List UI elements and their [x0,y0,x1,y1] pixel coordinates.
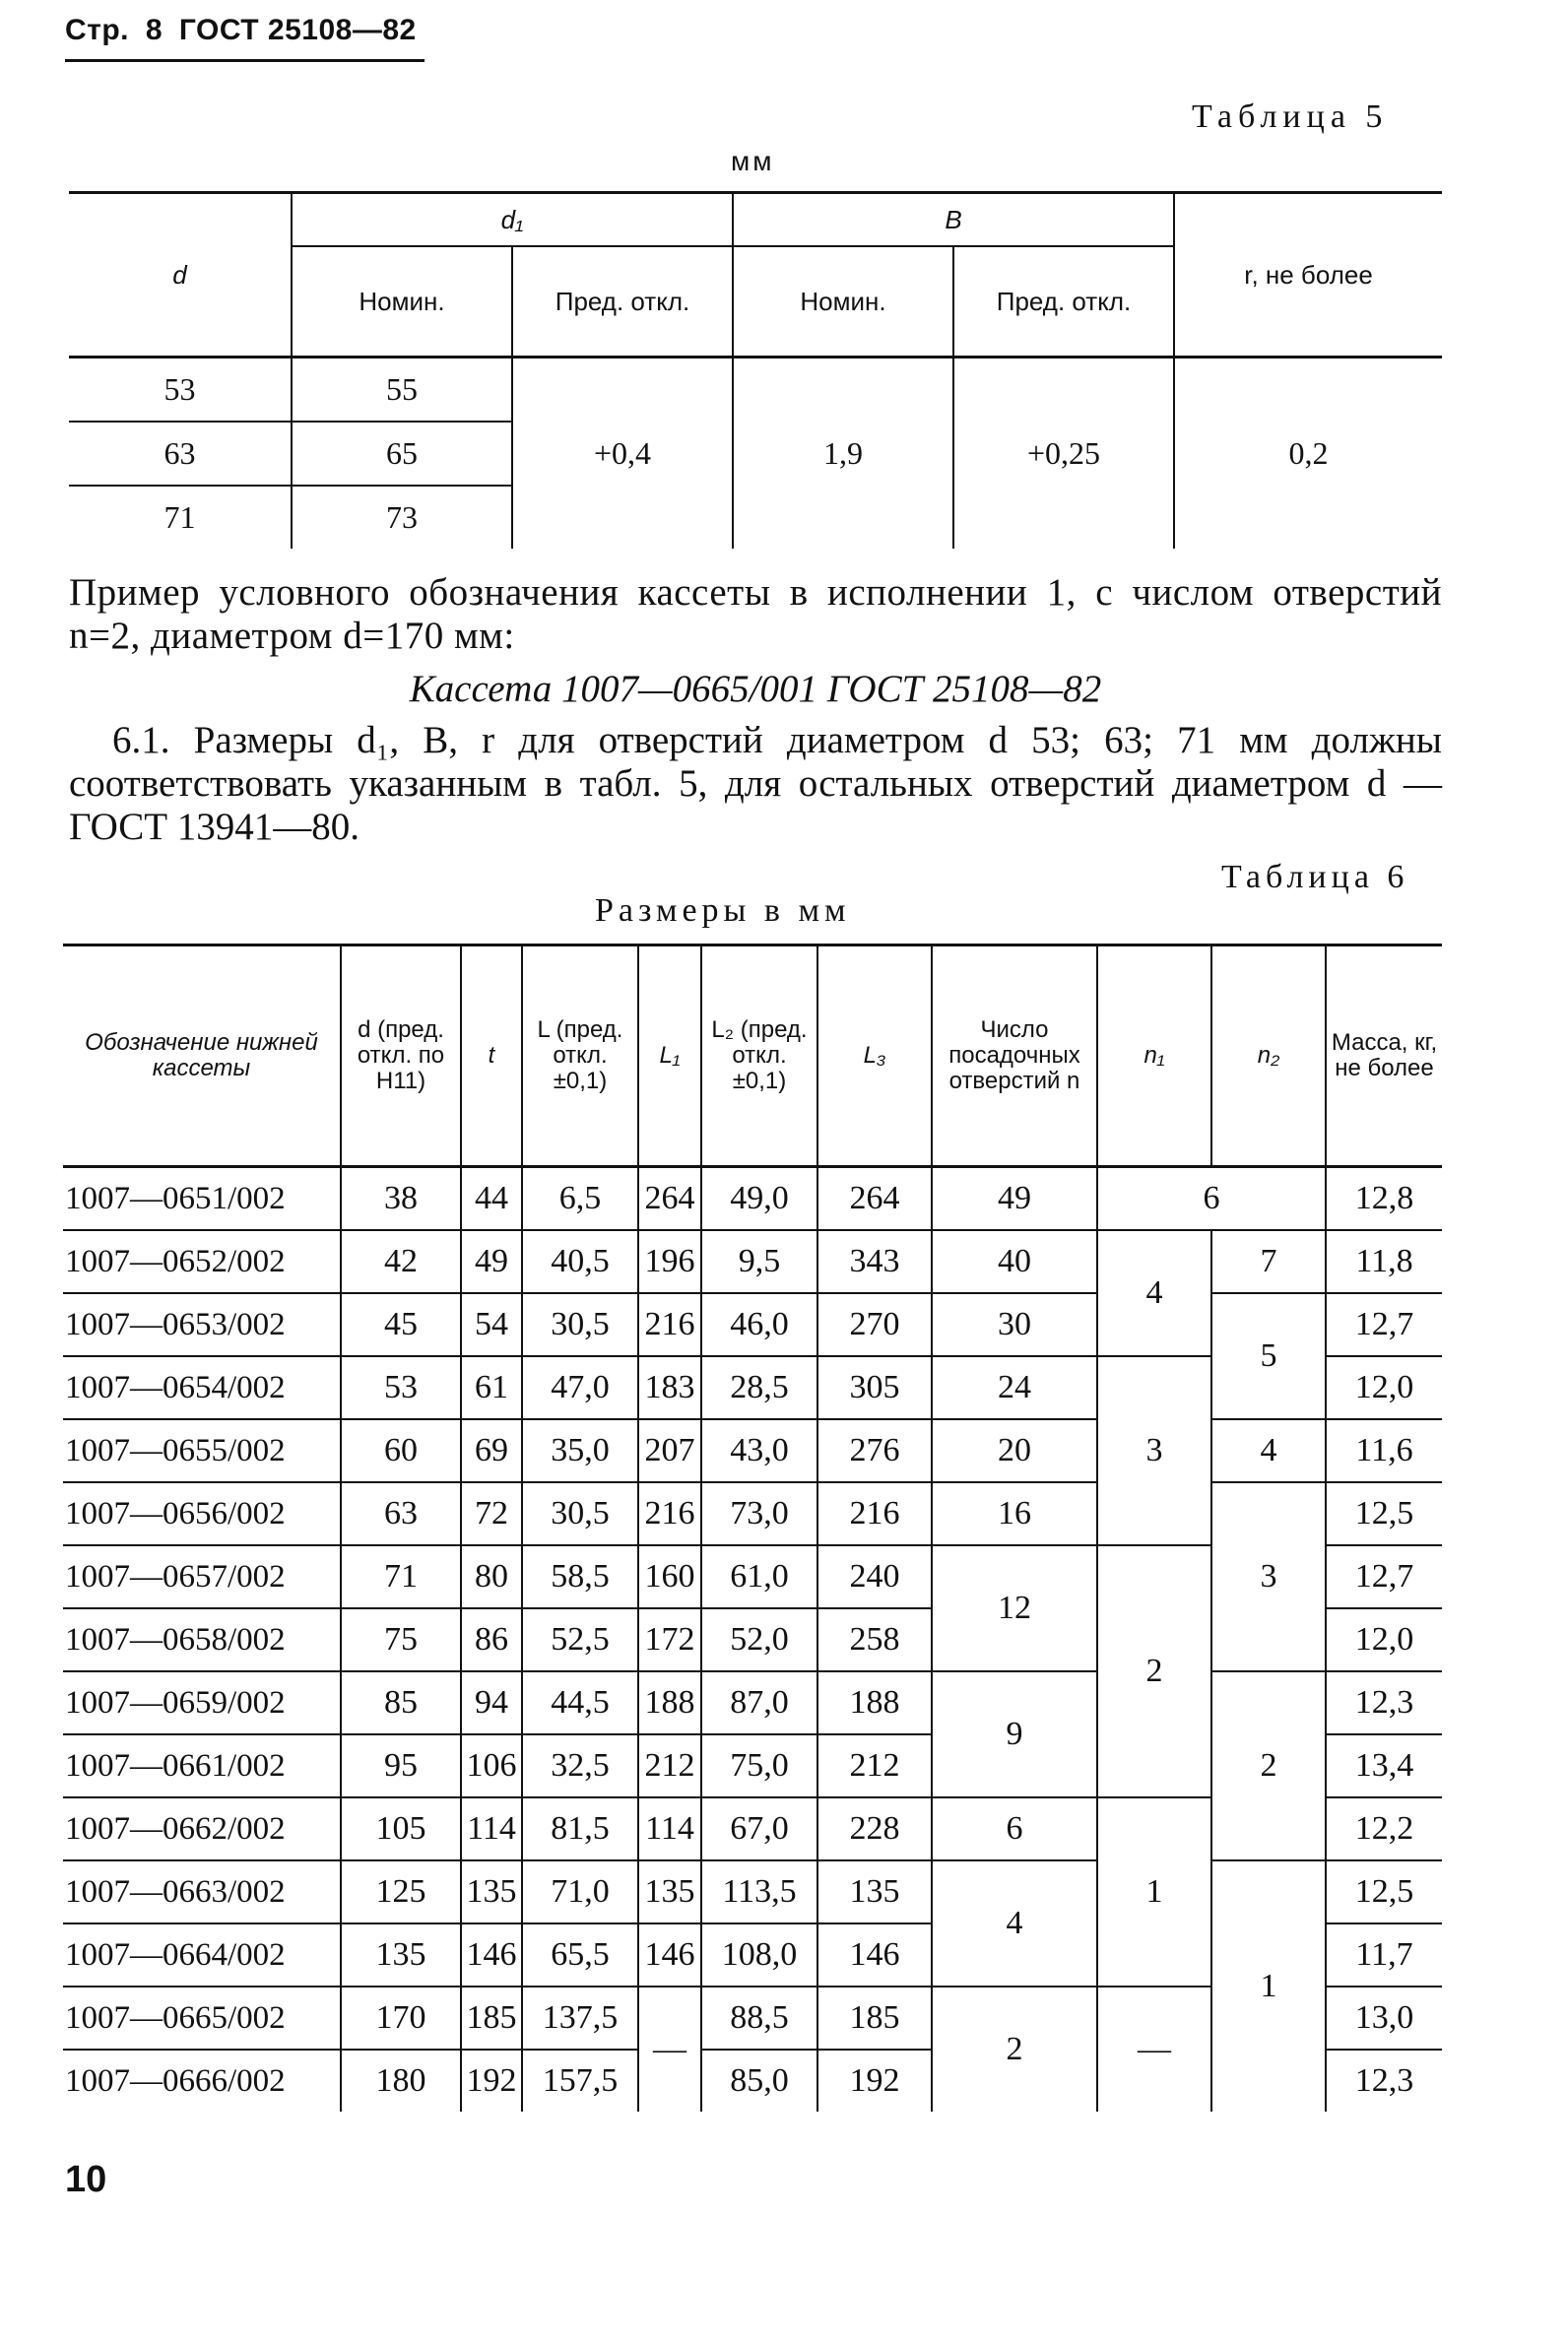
example-designation: Кассета 1007—0665/001 ГОСТ 25108—82 [409,668,1102,710]
cell-L3: 212 [817,1734,932,1797]
cell-d: 38 [341,1167,461,1231]
cell-L2: 43,0 [701,1419,817,1482]
header-b: B [733,193,1174,247]
table-row [63,1230,1442,1293]
cell-L2: 52,0 [701,1608,817,1671]
header-L: L (пред. откл. ±0,1) [522,945,638,1167]
cell-L: 81,5 [522,1797,638,1860]
cell-L: 65,5 [522,1923,638,1987]
cell-d: 75 [341,1608,461,1671]
cell-L3: 188 [817,1671,932,1734]
cell-n: 6 [932,1797,1097,1860]
cell-L3: 240 [817,1545,932,1608]
cell-L3: 192 [817,2050,932,2112]
table-row [63,1482,1442,1545]
cell-L2: 46,0 [701,1293,817,1356]
cell-mass: 12,0 [1326,1356,1442,1419]
cell-L3: 305 [817,1356,932,1419]
table-row [63,1419,1442,1482]
cell-L: 30,5 [522,1482,638,1545]
cell-L: 137,5 [522,1987,638,2050]
cell-d: 125 [341,1860,461,1923]
cell-L1: 183 [638,1356,701,1419]
cell-L3: 228 [817,1797,932,1860]
cell-r: 0,2 [1174,358,1442,550]
cell-L: 6,5 [522,1167,638,1231]
cell-d: 85 [341,1671,461,1734]
cell-name: 1007—0654/002 [63,1356,341,1419]
cell-L1: 216 [638,1482,701,1545]
cell-L2: 28,5 [701,1356,817,1419]
cell-d: 71 [341,1545,461,1608]
cell-t: 54 [461,1293,522,1356]
cell-n2: 1 [1211,1860,1326,2112]
cell-d: 105 [341,1797,461,1860]
cell-L2: 87,0 [701,1671,817,1734]
cell-name: 1007—0659/002 [63,1671,341,1734]
cell-mass: 13,0 [1326,1987,1442,2050]
cell-name: 1007—0663/002 [63,1860,341,1923]
cell-name: 1007—0665/002 [63,1987,341,2050]
cell-mass: 12,0 [1326,1608,1442,1671]
cell-n2: 3 [1211,1482,1326,1671]
cell-n: 2 [932,1987,1097,2112]
table-5 [69,191,1442,549]
page-header [65,14,425,62]
cell-n: 4 [932,1860,1097,1987]
table-row [69,358,1442,423]
table-row [63,1293,1442,1356]
cell-t: 185 [461,1987,522,2050]
cell-mass: 11,8 [1326,1230,1442,1293]
cell-L: 157,5 [522,2050,638,2112]
header-standard: ГОСТ 25108—82 [178,14,417,46]
cell-n2: 5 [1211,1293,1326,1419]
cell-b-dev: +0,25 [953,358,1174,550]
cell-name: 1007—0652/002 [63,1230,341,1293]
header-b-nom: Номин. [733,246,953,358]
cell-t: 49 [461,1230,522,1293]
header-n2: n₂ [1211,945,1326,1167]
cell-n1: — [1097,1987,1211,2112]
cell-n1: 3 [1097,1356,1211,1545]
header-mass: Масса, кг, не более [1326,945,1442,1167]
cell-d: 71 [163,499,196,535]
cell-d: 180 [341,2050,461,2112]
header-L3: L₃ [817,945,932,1167]
cell-d: 95 [341,1734,461,1797]
header-d1-dev: Пред. откл. [512,246,733,358]
header-n1: n₁ [1097,945,1211,1167]
cell-n1: 2 [1097,1545,1211,1797]
cell-t: 72 [461,1482,522,1545]
cell-n: 30 [932,1293,1097,1356]
cell-name: 1007—0651/002 [63,1167,341,1231]
cell-t: 61 [461,1356,522,1419]
cell-d: 53 [341,1356,461,1419]
example-designation-wrap [69,668,1442,711]
cell-d1-dev: +0,4 [512,358,733,550]
cell-L1: 188 [638,1671,701,1734]
cell-L: 47,0 [522,1356,638,1419]
page-number: 10 [65,2159,107,2200]
cell-n2: 4 [1211,1419,1326,1482]
cell-d1-nom: 55 [292,358,512,423]
cell-name: 1007—0655/002 [63,1419,341,1482]
cell-mass: 12,7 [1326,1545,1442,1608]
table-row [63,1167,1442,1231]
cell-L1: 212 [638,1734,701,1797]
cell-L1: 172 [638,1608,701,1671]
cell-n1: 1 [1097,1797,1211,1987]
cell-d: 135 [341,1923,461,1987]
clause-6-1: 6.1. Размеры d₁, B, r для отверстий диаметром d 53; 63; 71 мм должны соответствовать указанным в табл. 5, для остальных отверстий диаметром d — ГОСТ 13941—80. [69,719,1442,848]
cell-t: 94 [461,1671,522,1734]
cell-t: 86 [461,1608,522,1671]
example-text: Пример условного обозначения кассеты в исполнении 1, с числом отверстий n=2, диаметром d=170 мм: [69,571,1442,657]
cell-d1-nom: 73 [292,486,512,549]
cell-L: 44,5 [522,1671,638,1734]
cell-L2: 85,0 [701,2050,817,2112]
cell-name: 1007—0653/002 [63,1293,341,1356]
cell-b-nom: 1,9 [733,358,953,550]
cell-mass: 12,3 [1326,2050,1442,2112]
cell-L3: 216 [817,1482,932,1545]
cell-L2: 67,0 [701,1797,817,1860]
table-row [63,1860,1442,1923]
table5-caption: Таблица 5 [1192,98,1389,135]
cell-L1: 146 [638,1923,701,1987]
cell-t: 44 [461,1167,522,1231]
cell-L3: 343 [817,1230,932,1293]
cell-L2: 73,0 [701,1482,817,1545]
cell-L1: 207 [638,1419,701,1482]
cell-L: 30,5 [522,1293,638,1356]
cell-mass: 12,7 [1326,1293,1442,1356]
cell-n2: 2 [1211,1671,1326,1860]
cell-L3: 270 [817,1293,932,1356]
cell-name: 1007—0666/002 [65,2062,286,2099]
table5-unit: мм [731,146,775,176]
cell-d: 45 [341,1293,461,1356]
cell-d1-nom: 65 [292,422,512,486]
cell-n: 16 [932,1482,1097,1545]
cell-mass: 12,3 [1326,1671,1442,1734]
cell-d: 63 [69,422,292,486]
cell-n: 9 [932,1671,1097,1797]
cell-L: 52,5 [522,1608,638,1671]
cell-L2: 61,0 [701,1545,817,1608]
table-6-body [63,1167,1442,2113]
header-n: Число посадочных отверстий n [932,945,1097,1167]
cell-mass: 11,6 [1326,1419,1442,1482]
cell-L3: 264 [817,1167,932,1231]
cell-n2: 7 [1211,1230,1326,1293]
cell-L: 40,5 [522,1230,638,1293]
header-page: 8 [145,14,163,46]
cell-d: 60 [341,1419,461,1482]
cell-mass: 11,7 [1326,1923,1442,1987]
cell-L2: 9,5 [701,1230,817,1293]
cell-L: 32,5 [522,1734,638,1797]
cell-n: 20 [932,1419,1097,1482]
cell-L1: 135 [638,1860,701,1923]
header-L1: L₁ [638,945,701,1167]
cell-L1: 196 [638,1230,701,1293]
cell-name: 1007—0662/002 [63,1797,341,1860]
cell-L2: 88,5 [701,1987,817,2050]
cell-L2: 113,5 [701,1860,817,1923]
cell-L2: 49,0 [701,1167,817,1231]
cell-name: 1007—0657/002 [63,1545,341,1608]
cell-L3: 135 [817,1860,932,1923]
cell-t: 80 [461,1545,522,1608]
cell-name: 1007—0656/002 [63,1482,341,1545]
cell-L1: 264 [638,1167,701,1231]
cell-t: 192 [461,2050,522,2112]
cell-n: 12 [932,1545,1097,1671]
table-6 [63,944,1442,2112]
header-prefix: Стр. [65,14,130,46]
cell-L1: 216 [638,1293,701,1356]
cell-L1: 114 [638,1797,701,1860]
cell-L: 58,5 [522,1545,638,1608]
cell-t: 106 [461,1734,522,1797]
cell-n1: 4 [1097,1230,1211,1356]
cell-n: 49 [932,1167,1097,1231]
cell-L: 35,0 [522,1419,638,1482]
cell-d: 42 [341,1230,461,1293]
cell-mass: 12,5 [1326,1860,1442,1923]
cell-t: 114 [461,1797,522,1860]
cell-n: 24 [932,1356,1097,1419]
header-d: d (пред. откл. по H11) [341,945,461,1167]
header-b-dev: Пред. откл. [953,246,1174,358]
header-name: Обозначение нижней кассеты [63,945,341,1167]
table6-unit: Размеры в мм [595,892,851,929]
cell-L2: 108,0 [701,1923,817,1987]
cell-L1: 160 [638,1545,701,1608]
cell-n: 40 [932,1230,1097,1293]
cell-d: 170 [341,1987,461,2050]
table6-caption: Таблица 6 [1221,859,1409,895]
header-r: r, не более [1174,193,1442,358]
cell-d: 53 [69,358,292,423]
header-d1-nom: Номин. [292,246,512,358]
cell-L3: 258 [817,1608,932,1671]
cell-mass: 13,4 [1326,1734,1442,1797]
cell-L2: 75,0 [701,1734,817,1797]
cell-name: 1007—0664/002 [63,1923,341,1987]
cell-L: 71,0 [522,1860,638,1923]
cell-d: 63 [341,1482,461,1545]
cell-name: 1007—0658/002 [63,1608,341,1671]
header-d: d [69,193,292,358]
cell-L3: 146 [817,1923,932,1987]
cell-mass: 12,8 [1326,1167,1442,1231]
header-L2: L₂ (пред. откл. ±0,1) [701,945,817,1167]
header-d1: d₁ [292,193,733,247]
cell-t: 146 [461,1923,522,1987]
table-row [63,1671,1442,1734]
cell-t: 135 [461,1860,522,1923]
cell-L3: 276 [817,1419,932,1482]
cell-mass: 12,5 [1326,1482,1442,1545]
cell-name: 1007—0661/002 [63,1734,341,1797]
cell-n1-n2: 6 [1097,1167,1326,1231]
cell-L3: 185 [817,1987,932,2050]
cell-t: 69 [461,1419,522,1482]
cell-mass: 12,2 [1326,1797,1442,1860]
header-t: t [461,945,522,1167]
cell-L1: — [638,1987,701,2112]
